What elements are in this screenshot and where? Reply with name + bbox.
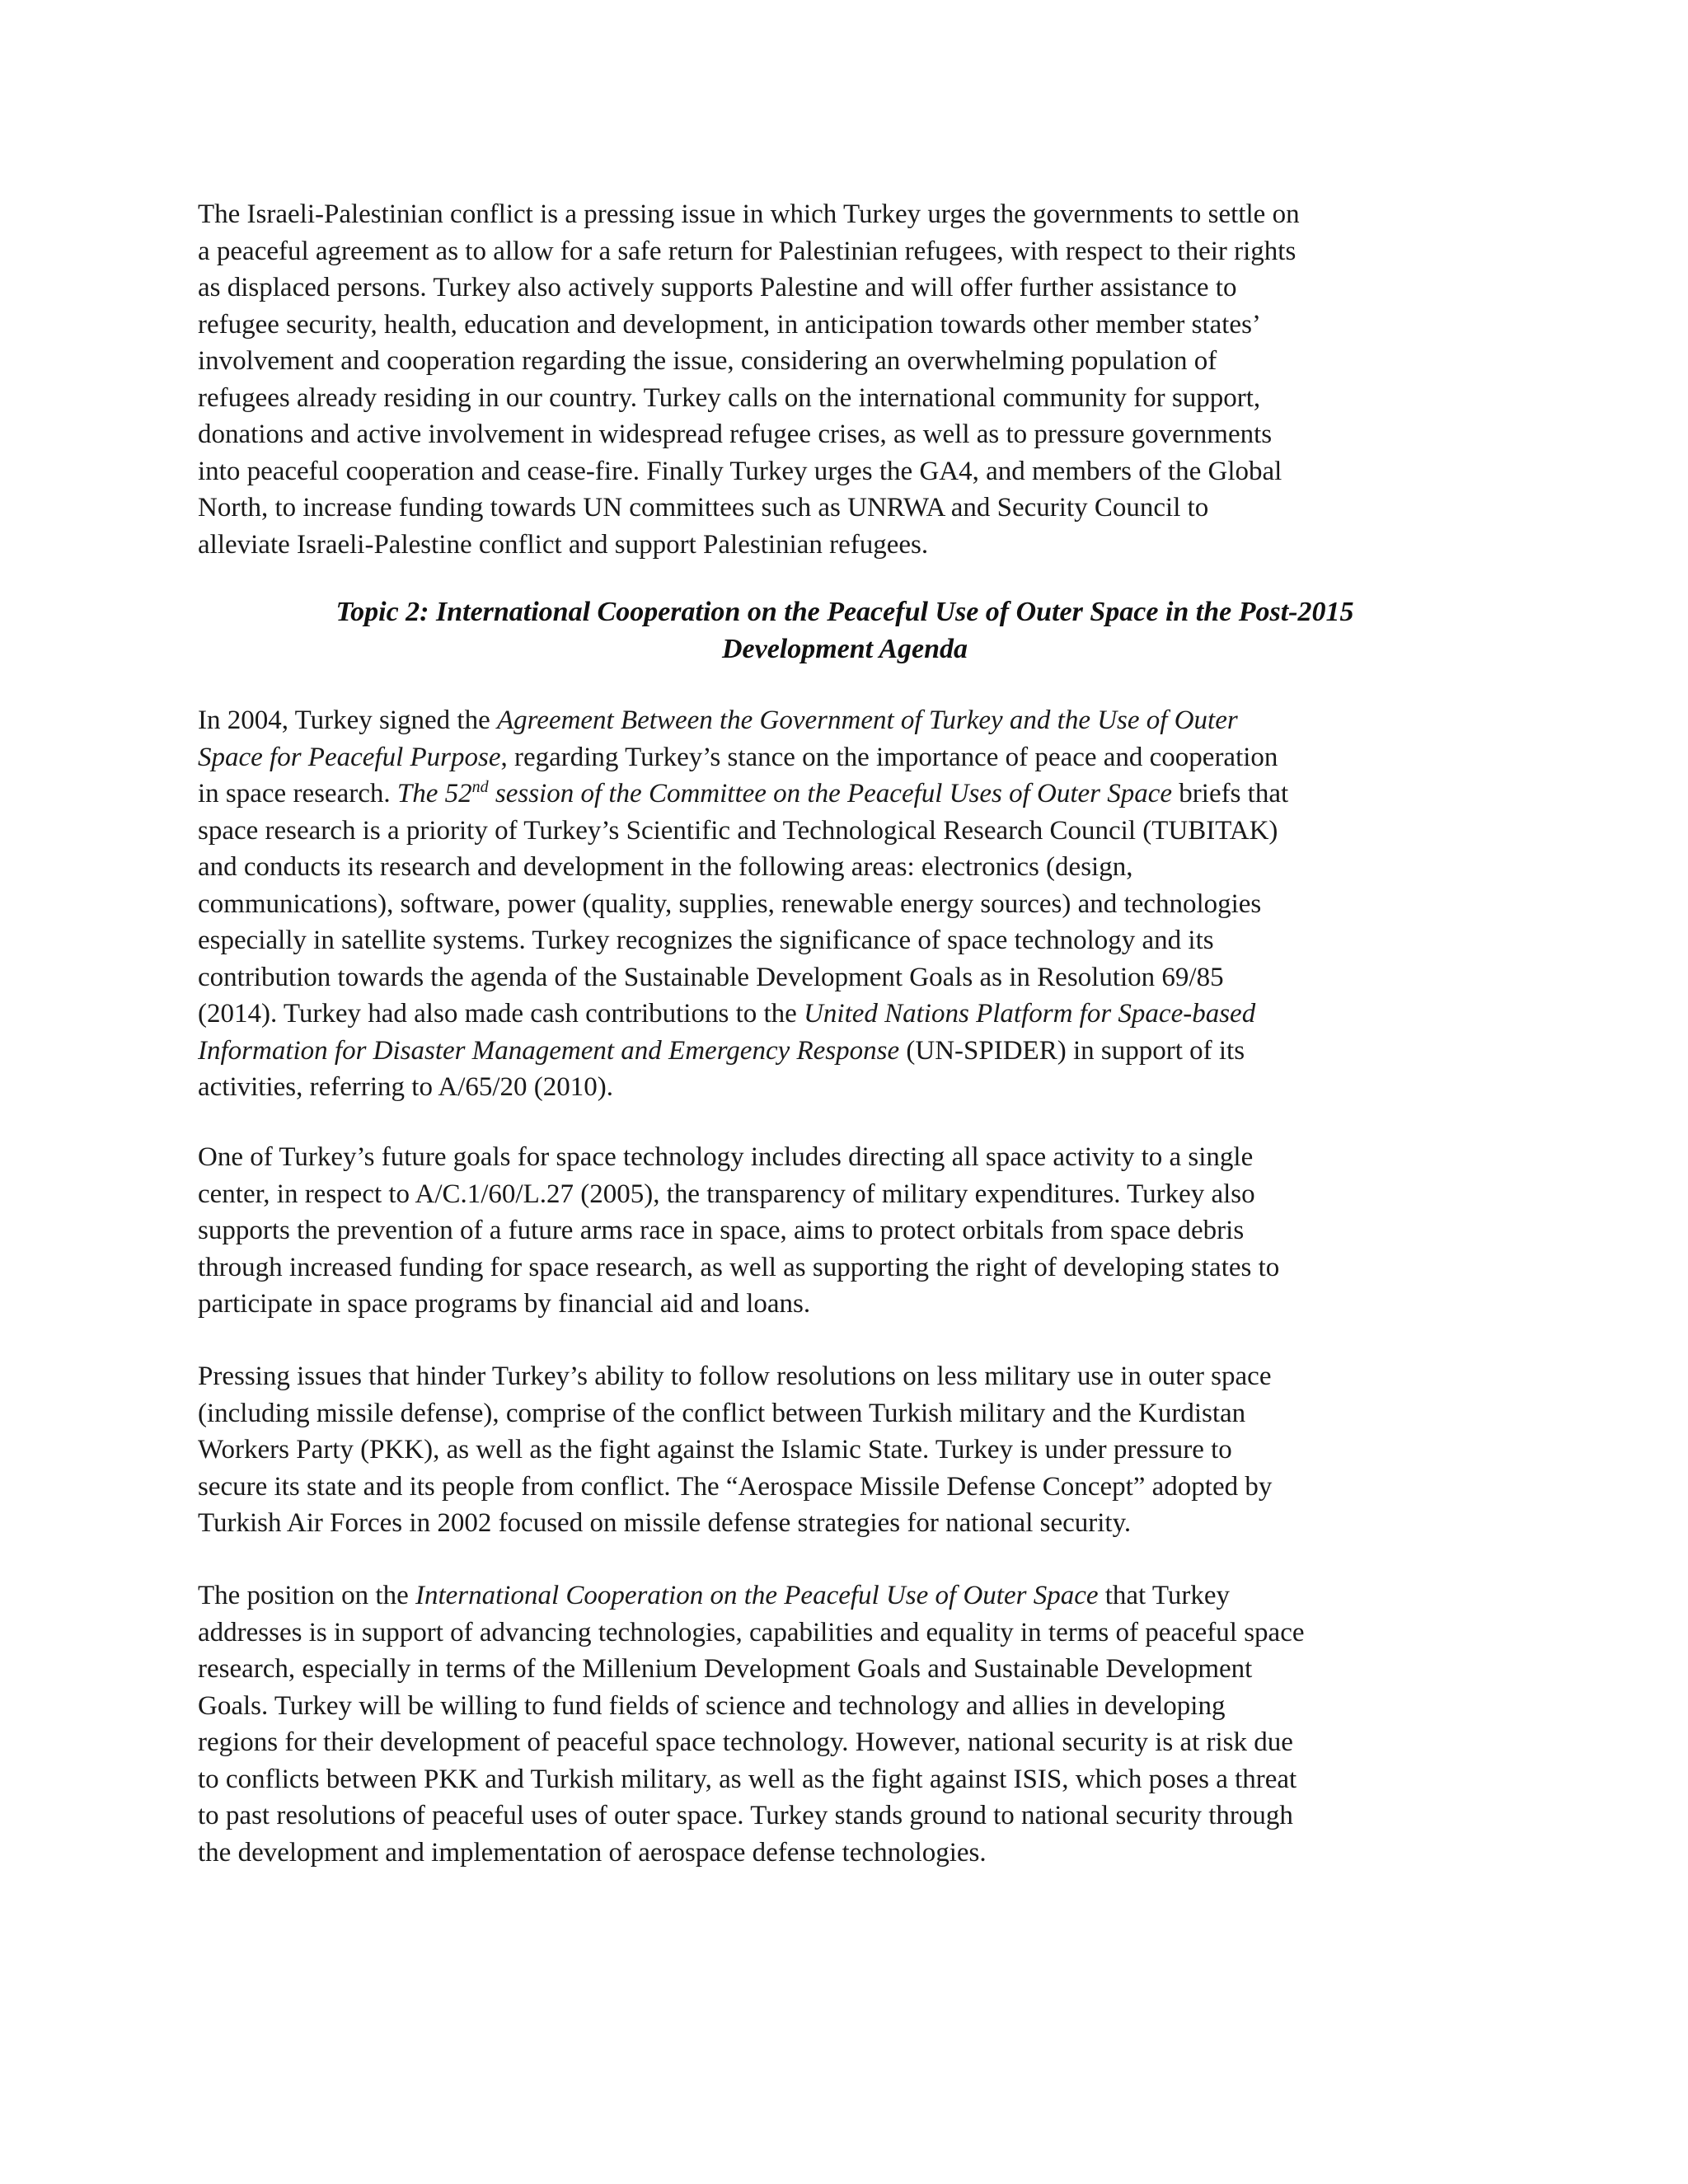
text-line: (including missile defense), comprise of the conflict between Turkish military and the Kurdistan [198, 1398, 1246, 1428]
text-span: , regarding Turkey’s stance on the importance of peace and cooperation [500, 742, 1278, 772]
text-line: through increased funding for space research, as well as supporting the right of developing states to [198, 1252, 1280, 1282]
text-line: to conflicts between PKK and Turkish military, as well as the fight against ISIS, which poses a threat [198, 1764, 1297, 1794]
session-title: The 52 [396, 779, 472, 808]
paragraph-future-goals [198, 1139, 1492, 1323]
paragraph-turkey-space-agreement [198, 702, 1492, 1106]
text-line: addresses is in support of advancing technologies, capabilities and equality in terms of peaceful space [198, 1617, 1305, 1647]
text-span: The position on the [198, 1581, 415, 1610]
text-line: activities, referring to A/65/20 (2010). [198, 1072, 614, 1102]
text-line [198, 739, 1492, 776]
paragraph-pressing-issues [198, 1358, 1492, 1542]
paragraph-israeli-palestinian-conflict [198, 196, 1492, 563]
text-line: space research is a priority of Turkey’s Scientific and Technological Research Council (TUBITAK) [198, 815, 1278, 846]
session-title: session of the Committee on the Peaceful Uses of Outer Space [488, 779, 1173, 808]
text-line: donations and active involvement in widespread refugee crises, as well as to pressure governments [198, 419, 1273, 449]
text-line: research, especially in terms of the Millenium Development Goals and Sustainable Development [198, 1654, 1253, 1684]
text-line [198, 776, 1492, 813]
text-line: involvement and cooperation regarding the issue, considering an overwhelming population of [198, 346, 1217, 376]
text-span: (2014). Turkey had also made cash contributions to the [198, 999, 804, 1029]
text-span: that Turkey [1098, 1581, 1231, 1610]
text-line: contribution towards the agenda of the Sustainable Development Goals as in Resolution 69/85 [198, 962, 1224, 992]
heading-line: Development Agenda [721, 634, 968, 664]
text-line: refugees already residing in our country. Turkey calls on the international community for support, [198, 382, 1261, 413]
text-line: participate in space programs by financial aid and loans. [198, 1289, 811, 1319]
topic-2-heading [198, 593, 1492, 668]
text-line: alleviate Israeli-Palestine conflict and support Palestinian refugees. [198, 529, 929, 560]
text-line: One of Turkey’s future goals for space technology includes directing all space activity to a single [198, 1142, 1254, 1172]
platform-title: Information for Disaster Management and Emergency Response [198, 1035, 900, 1066]
agreement-title: Agreement Between the Government of Turkey and the Use of Outer [497, 705, 1238, 735]
text-line: refugee security, health, education and development, in anticipation towards other member states’ [198, 309, 1261, 340]
text-line: Workers Party (PKK), as well as the fight against the Islamic State. Turkey is under pressure to [198, 1435, 1232, 1465]
agreement-title: Space for Peaceful Purpose [198, 742, 501, 772]
text-line [198, 996, 1492, 1033]
text-line: North, to increase funding towards UN committees such as UNRWA and Security Council to [198, 493, 1209, 523]
paragraph-position [198, 1577, 1492, 1871]
text-line: Pressing issues that hinder Turkey’s ability to follow resolutions on less military use in outer space [198, 1361, 1272, 1391]
text-line: Turkish Air Forces in 2002 focused on missile defense strategies for national security. [198, 1508, 1132, 1538]
text-line: especially in satellite systems. Turkey recognizes the significance of space technology and its [198, 926, 1214, 955]
text-line: communications), software, power (quality, supplies, renewable energy sources) and technologies [198, 888, 1262, 919]
text-line: center, in respect to A/C.1/60/L.27 (2005), the transparency of military expenditures. Turkey also [198, 1179, 1255, 1209]
text-line: Goals. Turkey will be willing to fund fields of science and technology and allies in developing [198, 1690, 1226, 1721]
ordinal-superscript: nd [471, 778, 489, 796]
text-span: briefs that [1172, 779, 1289, 808]
text-span: In 2004, Turkey signed the [198, 705, 497, 735]
text-line: into peaceful cooperation and cease-fire. Finally Turkey urges the GA4, and members of the Global [198, 456, 1282, 486]
text-line [198, 702, 1492, 739]
text-line: and conducts its research and development in the following areas: electronics (design, [198, 852, 1133, 882]
text-line [198, 1577, 1492, 1615]
topic-title: International Cooperation on the Peaceful Use of Outer Space [415, 1581, 1099, 1610]
text-span: in space research. [198, 779, 397, 808]
text-line: secure its state and its people from conflict. The “Aerospace Missile Defense Concept” adopted by [198, 1471, 1273, 1502]
text-line: to past resolutions of peaceful uses of outer space. Turkey stands ground to national security through [198, 1801, 1293, 1830]
text-line: regions for their development of peaceful space technology. However, national security is at risk due [198, 1727, 1293, 1757]
text-line [198, 1033, 1492, 1070]
text-line: supports the prevention of a future arms race in space, aims to protect orbitals from space debris [198, 1216, 1245, 1245]
text-line: a peaceful agreement as to allow for a safe return for Palestinian refugees, with respect to their rights [198, 236, 1296, 266]
heading-line: Topic 2: International Cooperation on the Peaceful Use of Outer Space in the Post-2015 [335, 597, 1354, 627]
text-line: the development and implementation of aerospace defense technologies. [198, 1837, 987, 1868]
text-span: (UN-SPIDER) in support of its [899, 1035, 1245, 1066]
platform-title: United Nations Platform for Space-based [804, 999, 1256, 1029]
text-line: The Israeli-Palestinian conflict is a pressing issue in which Turkey urges the governments to settle on [198, 199, 1300, 229]
text-line: as displaced persons. Turkey also actively supports Palestine and will offer further assistance to [198, 273, 1237, 302]
